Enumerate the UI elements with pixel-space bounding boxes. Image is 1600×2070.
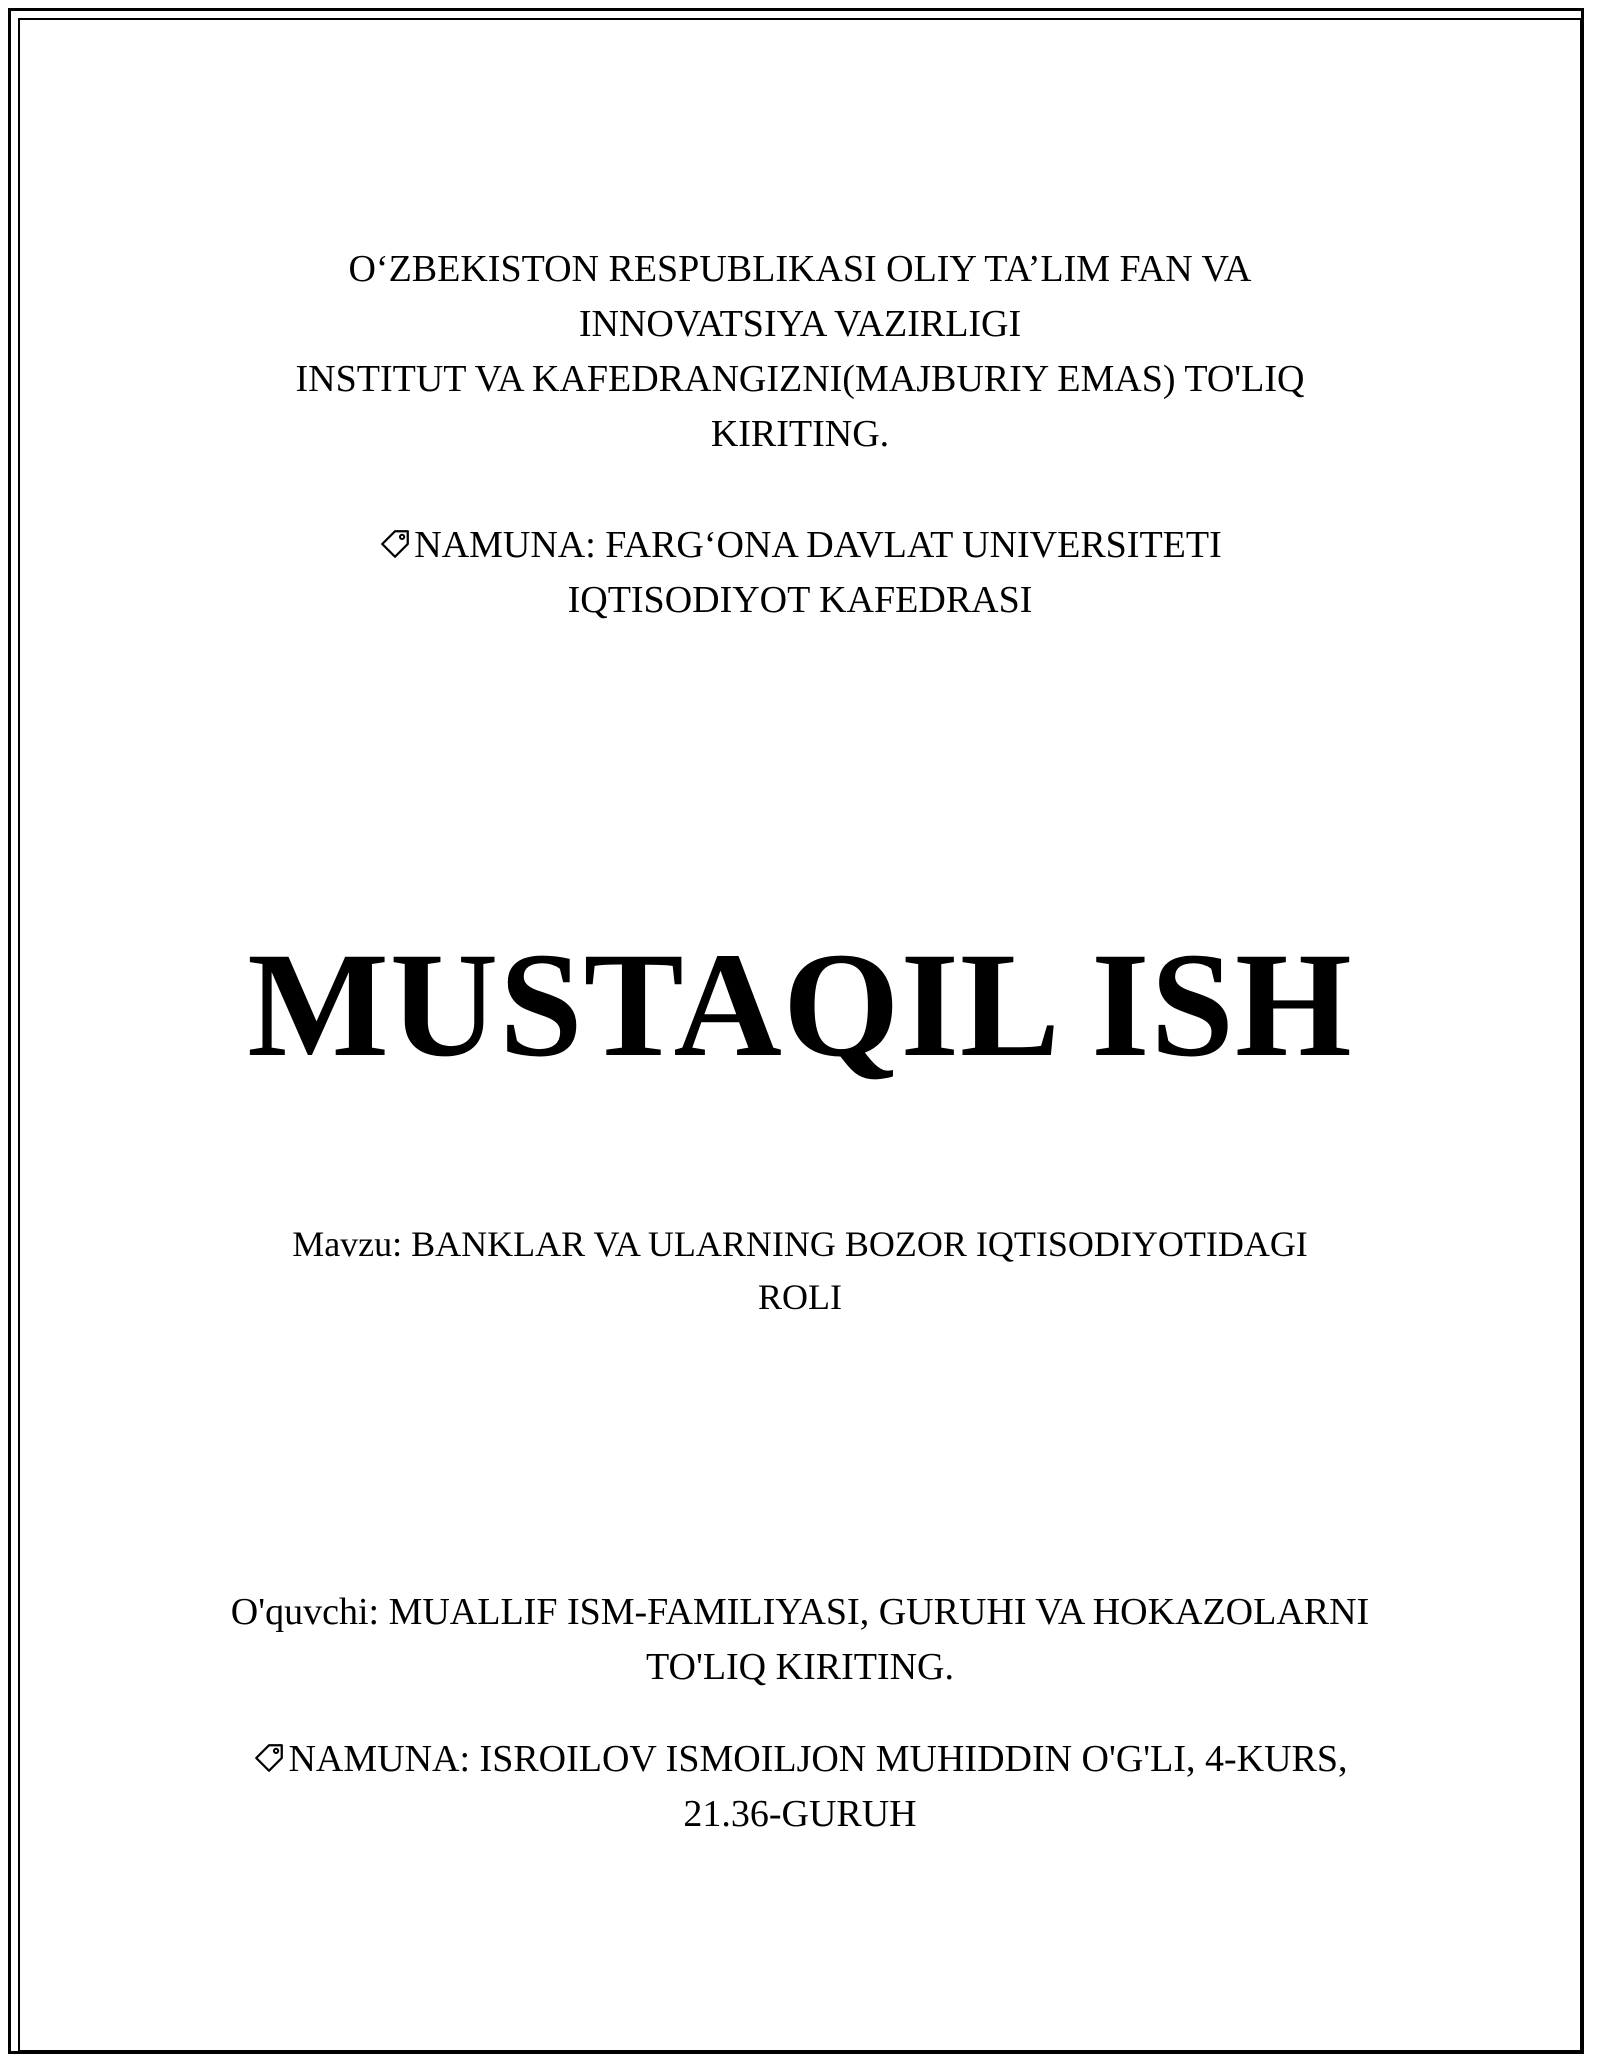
header-line-1: O‘ZBEKISTON RESPUBLIKASI OLIY TA’LIM FAN VA — [348, 248, 1252, 290]
topic-line-1: Mavzu: BANKLAR VA ULARNING BOZOR IQTISODIYOTIDAGI — [292, 1224, 1308, 1264]
institution-sample-line-1 — [0, 518, 1600, 573]
header-line-3: INSTITUT VA KAFEDRANGIZNI(MAJBURIY EMAS) TO'LIQ — [295, 358, 1305, 400]
institution-sample — [0, 518, 1600, 628]
student-sample — [0, 1732, 1600, 1842]
institution-sample-line-2: IQTISODIYOT KAFEDRASI — [567, 579, 1033, 621]
tag-icon — [378, 527, 412, 561]
institution-sample-text-1: NAMUNA: FARG‘ONA DAVLAT UNIVERSITETI — [414, 524, 1222, 566]
topic-block — [0, 1218, 1600, 1324]
topic-line-2: ROLI — [758, 1277, 842, 1317]
title-block — [0, 920, 1600, 1090]
tag-icon — [252, 1741, 286, 1775]
ministry-header — [0, 242, 1600, 462]
header-line-4: KIRITING. — [710, 413, 890, 455]
student-line-2: TO'LIQ KIRITING. — [646, 1646, 954, 1688]
student-sample-line-1 — [0, 1732, 1600, 1787]
header-line-2: INNOVATSIYA VAZIRLIGI — [578, 303, 1022, 345]
student-sample-text-1: NAMUNA: ISROILOV ISMOILJON MUHIDDIN O'G'LI, 4-KURS, — [288, 1738, 1348, 1780]
page-title: MUSTAQIL ISH — [247, 922, 1353, 1088]
student-block — [0, 1585, 1600, 1695]
student-sample-line-2: 21.36-GURUH — [683, 1793, 917, 1835]
student-line-1: O'quvchi: MUALLIF ISM-FAMILIYASI, GURUHI VA HOKAZOLARNI — [230, 1591, 1370, 1633]
